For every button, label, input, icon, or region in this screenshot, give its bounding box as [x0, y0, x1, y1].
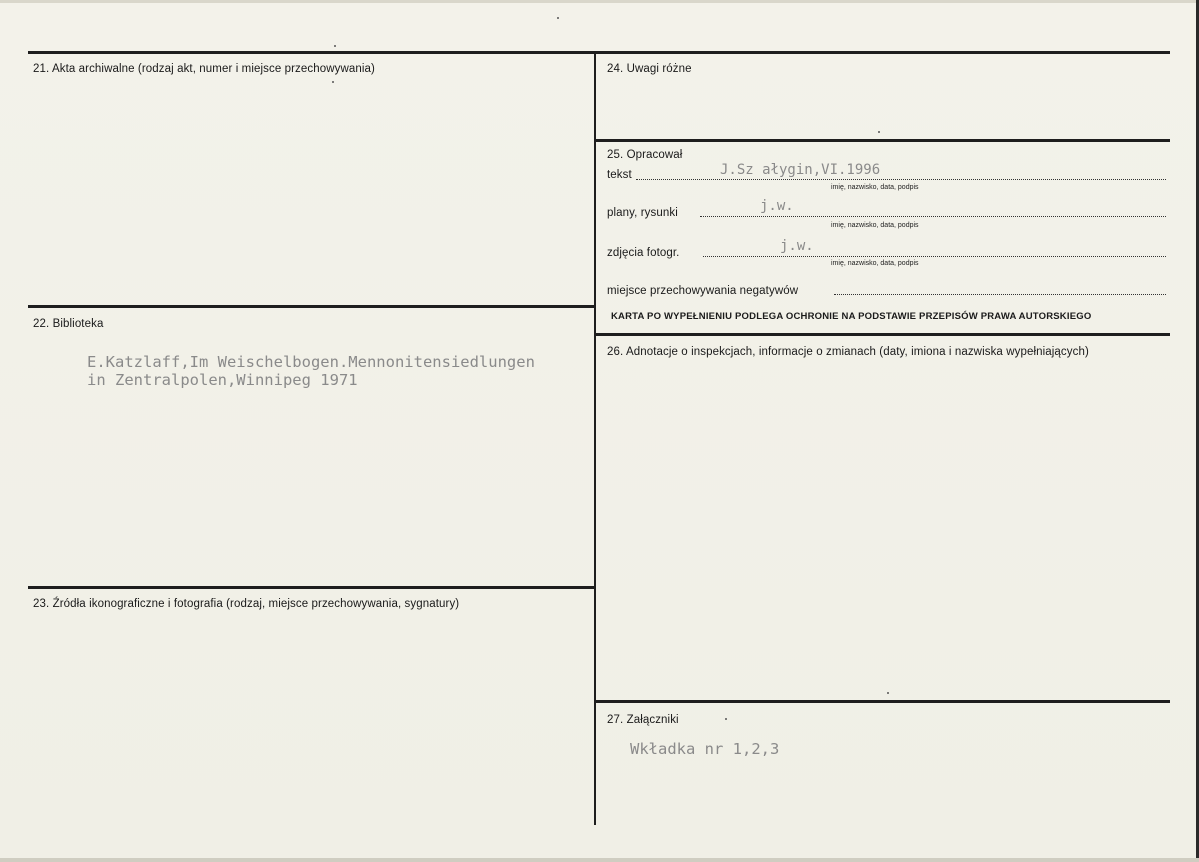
- copyright-note: KARTA PO WYPEŁNIENIU PODLEGA OCHRONIE NA PODSTAWIE PRZEPISÓW PRAWA AUTORSKIEGO: [611, 311, 1092, 322]
- tekst-value: J.Sz ałygin,VI.1996: [720, 162, 881, 178]
- plany-dotted-line: [700, 216, 1166, 217]
- negatywy-label: miejsce przechowywania negatywów: [607, 285, 799, 297]
- paper-speck: [887, 692, 889, 694]
- plany-value: j.w.: [760, 198, 794, 214]
- section-23-label: 23. Źródła ikonograficzne i fotografia (rodzaj, miejsce przechowywania, sygnatury): [33, 598, 460, 610]
- plany-caption: imię, nazwisko, data, podpis: [831, 222, 919, 229]
- zdjecia-dotted-line: [703, 256, 1166, 257]
- rule-25-top: [596, 139, 1170, 142]
- paper-speck: [725, 718, 727, 720]
- card-bottom-edge: [0, 858, 1199, 862]
- tekst-dotted-line: [636, 179, 1166, 180]
- paper-speck: [334, 45, 336, 47]
- tekst-label: tekst: [607, 169, 632, 181]
- negatywy-dotted-line: [834, 294, 1166, 295]
- zdjecia-caption: imię, nazwisko, data, podpis: [831, 260, 919, 267]
- paper-speck: [878, 131, 880, 133]
- section-26-label: 26. Adnotacje o inspekcjach, informacje o zmianach (daty, imiona i nazwiska wypełniających): [607, 346, 1089, 358]
- section-27-label: 27. Załączniki: [607, 714, 679, 726]
- rule-27-top: [596, 700, 1170, 703]
- section-21-label: 21. Akta archiwalne (rodzaj akt, numer i miejsce przechowywania): [33, 63, 375, 75]
- card-top-edge: [0, 0, 1199, 3]
- section-25-label: 25. Opracował: [607, 149, 683, 161]
- rule-22-top: [28, 305, 596, 308]
- library-entry-line-2: in Zentralpolen,Winnipeg 1971: [87, 371, 358, 389]
- plany-label: plany, rysunki: [607, 207, 678, 219]
- paper-speck: [332, 81, 334, 83]
- tekst-caption: imię, nazwisko, data, podpis: [831, 184, 919, 191]
- paper-speck: [557, 17, 559, 19]
- column-divider: [594, 51, 596, 825]
- rule-23-top: [28, 586, 596, 589]
- rule-26-top: [596, 333, 1170, 336]
- library-entry-line-1: E.Katzlaff,Im Weischelbogen.Mennonitensiedlungen: [87, 353, 535, 371]
- section-22-label: 22. Biblioteka: [33, 318, 104, 330]
- rule-top: [28, 51, 1170, 54]
- zdjecia-label: zdjęcia fotogr.: [607, 247, 680, 259]
- section-24-label: 24. Uwagi różne: [607, 63, 692, 75]
- attachments-value: Wkładka nr 1,2,3: [630, 740, 780, 758]
- zdjecia-value: j.w.: [780, 238, 814, 254]
